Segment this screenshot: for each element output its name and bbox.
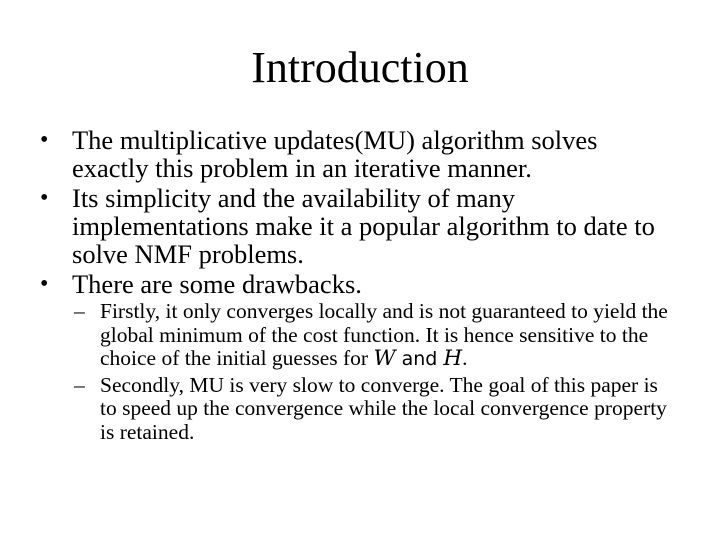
bullet-item bbox=[38, 184, 678, 268]
slide-title: Introduction bbox=[251, 43, 469, 92]
sub-bullet-text: Firstly, it only converges locally and is not guaranteed to yield the global minimum of the cost function. It is hence sensitive to the choice of the initial guesses for bbox=[100, 299, 668, 370]
math-variable-w: W bbox=[373, 346, 396, 371]
bullet-marker: • bbox=[40, 185, 49, 211]
bullet-text: Its simplicity and the availability of many implementations make it a popular algorithm to date to solve NMF problems. bbox=[72, 183, 655, 269]
dash-marker: – bbox=[74, 372, 85, 397]
sub-bullet-period: . bbox=[462, 346, 468, 370]
bullet-text: The multiplicative updates(MU) algorithm solves exactly this problem in an iterative manner. bbox=[72, 125, 598, 183]
bullet-text: There are some drawbacks. bbox=[72, 269, 362, 299]
sub-bullet-conjunction: and bbox=[395, 348, 444, 370]
bullet-marker: • bbox=[40, 127, 49, 153]
bullet-item bbox=[38, 126, 678, 182]
bullet-marker: • bbox=[40, 271, 49, 297]
bullet-list bbox=[38, 126, 678, 446]
math-variable-h: H bbox=[443, 346, 463, 371]
bullet-item bbox=[38, 270, 678, 298]
sub-bullet-item bbox=[38, 300, 678, 372]
dash-marker: – bbox=[74, 299, 85, 323]
sub-bullet-item bbox=[38, 374, 678, 445]
sub-bullet-text: Secondly, MU is very slow to converge. The goal of this paper is to speed up the convergence while the local convergence property is retained. bbox=[100, 372, 667, 444]
